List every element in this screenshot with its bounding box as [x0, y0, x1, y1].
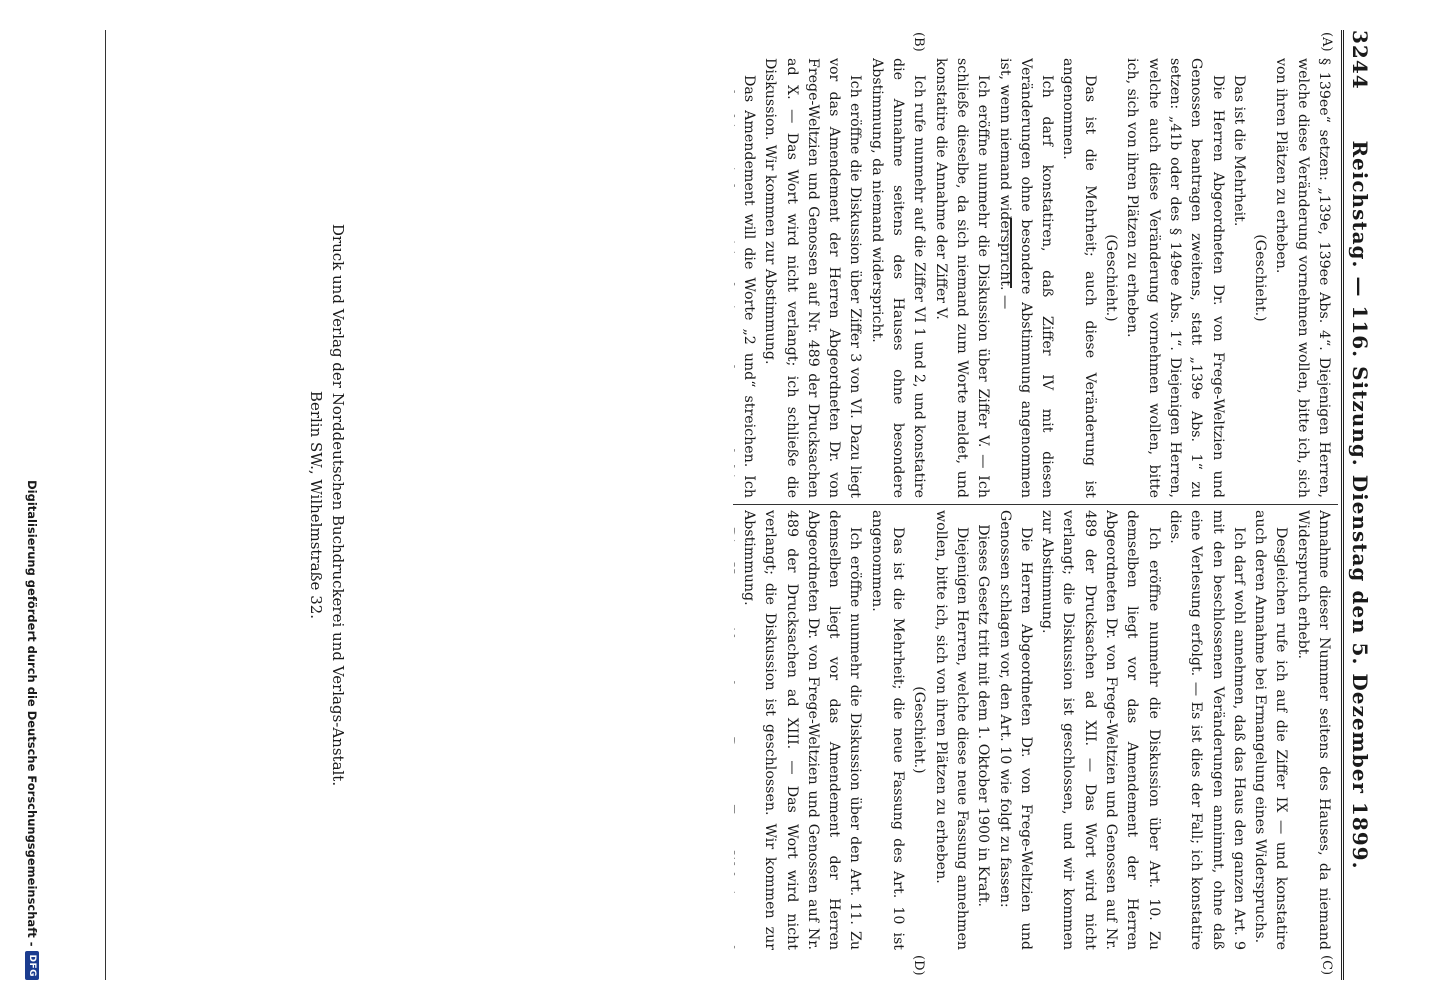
digitization-note	[25, 30, 39, 980]
margin-marker-b: (B)	[911, 32, 926, 52]
paragraph: Ich darf wohl annehmen, daß das Haus den ganzen Art. 9 mit den beschlossenen Veränderungen annimmt, ohne daß eine Verlesung erfolgt. — Es ist dies der Fall; ich konstatire dies.	[1166, 510, 1247, 950]
paragraph: Das Amendement will die Worte „2 und“ streichen. Ich	[740, 75, 757, 498]
footer-rule	[105, 30, 106, 980]
header-rule	[1341, 30, 1344, 980]
margin-marker-d: (D)	[911, 955, 926, 976]
paragraph: Ich eröffne nunmehr die Diskussion über Ziffer V. — Ich schließe dieselbe, da sich niemand zum Worte meldet, und konstatire die Annahme der Ziffer V.	[932, 58, 992, 498]
paragraph: Desgleichen rufe ich auf die Ziffer IX — und konstatire auch deren Annahme bei Ermangelung eines Widerspruchs.	[1252, 510, 1290, 950]
paragraph: Das ist die Mehrheit; die neue Fassung des Art. 10 ist angenommen.	[868, 510, 907, 950]
paragraph: Ich eröffne die Diskussion über Ziffer 3 von VI. Dazu liegt vor das Amendement der Herren Abgeordneten Dr. von Frege-Weltzien und Genossen auf Nr. 489 der Drucksachen ad X. — Das Wort wird nicht verlangt; ich schließe die Diskussion. Wir kommen zur Abstimmung.	[762, 58, 864, 498]
left-text-column	[734, 58, 1334, 498]
paragraph: § 139ee“ setzen: „139e, 139ee Abs. 4“. Diejenigen Herren, welche diese Veränderung vornehmen wollen, bitte ich, sich von ihren Plätzen zu erheben.	[1273, 58, 1332, 498]
paragraph: Ich eröffne nunmehr die Diskussion über Art. 10. Zu demselben liegt vor das Amendement der Herren Abgeordneten Dr. von Frege-Weltzien und Genossen auf Nr. 489 der Drucksachen ad XII. — Das Wort wird nicht verlangt; die Diskussion ist geschlossen, und wir kommen zur Abstimmung.	[1039, 510, 1162, 950]
paragraph: Ich darf konstatiren, daß Ziffer IV mit diesen Veränderungen ohne besondere Abstimmung angenommen ist, wenn niemand widerspricht. —	[996, 58, 1056, 498]
margin-marker-c: (C)	[1319, 955, 1334, 976]
paragraph	[734, 510, 738, 950]
paragraph: (Geschieht.)	[911, 686, 928, 774]
margin-marker-a: (A)	[1319, 32, 1334, 52]
right-text-column	[734, 510, 1334, 950]
digitization-text: Digitalisierung gefördert durch die Deutsche Forschungsgemeinschaft -	[25, 480, 39, 947]
paragraph: Annahme dieser Nummer seitens des Hauses, da niemand Widerspruch erhebt.	[1294, 510, 1332, 950]
page-number: 3244	[1348, 30, 1372, 90]
paragraph: Ich eröffne nunmehr die Diskussion über den Art. 11. Zu demselben liegt vor das Amendement der Herren Abgeordneten Dr. von Frege-Weltzien und Genossen auf Nr. 489 der Drucksachen ad XIII. — Das Wort wird nicht verlangt; die Diskussion ist geschlossen. Wir kommen zur Abstimmung.	[740, 510, 864, 950]
column-divider	[733, 504, 1338, 505]
paragraph: Das ist die Mehrheit.	[1230, 75, 1247, 227]
paragraph: Ich rufe nunmehr auf die Ziffer VI 1 und 2, und konstatire die Annahme seitens des Hauses ohne besondere Abstimmung, da niemand widerspricht.	[868, 58, 928, 498]
section-rule	[1010, 218, 1012, 288]
imprint	[305, 30, 349, 980]
page-title: Reichstag. — 116. Sitzung. Dienstag den 5. Dezember 1899.	[1348, 140, 1372, 870]
paragraph: Die Herren Abgeordneten Dr. von Frege-Weltzien und Genossen schlagen vor, den Art. 10 wie folgt zu fassen:	[996, 510, 1034, 950]
page-header	[1342, 30, 1372, 980]
paragraph: Die Herren Abgeordneten Dr. von Frege-Weltzien und Genossen beantragen zweitens, statt „139e Abs. 1“ zu setzen: „41b oder des § 149ee Abs. 1“. Diejenigen Herren, welche auch diese Veränderung vornehmen wollen, bitte ich, sich von ihren Plätzen zu erheben.	[1124, 58, 1226, 498]
imprint-line: Berlin SW., Wilhelmstraße 32.	[307, 390, 325, 620]
paragraph: Das ist die Mehrheit; auch diese Veränderung ist angenommen.	[1060, 58, 1098, 498]
dfg-logo-icon: DFG	[25, 951, 39, 980]
imprint-line: Druck und Verlag der Norddeutschen Buchdruckerei und Verlags-Anstalt.	[329, 223, 347, 787]
paragraph: Diejenigen Herren, welche diese neue Fassung annehmen wollen, bitte ich, sich von ihren Plätzen zu erheben.	[932, 510, 970, 950]
paragraph: (Geschieht.)	[1103, 234, 1120, 322]
paragraph: Dieses Gesetz tritt mit dem 1. Oktober 1900 in Kraft.	[975, 524, 992, 908]
paragraph: (Geschieht.)	[1252, 234, 1269, 322]
